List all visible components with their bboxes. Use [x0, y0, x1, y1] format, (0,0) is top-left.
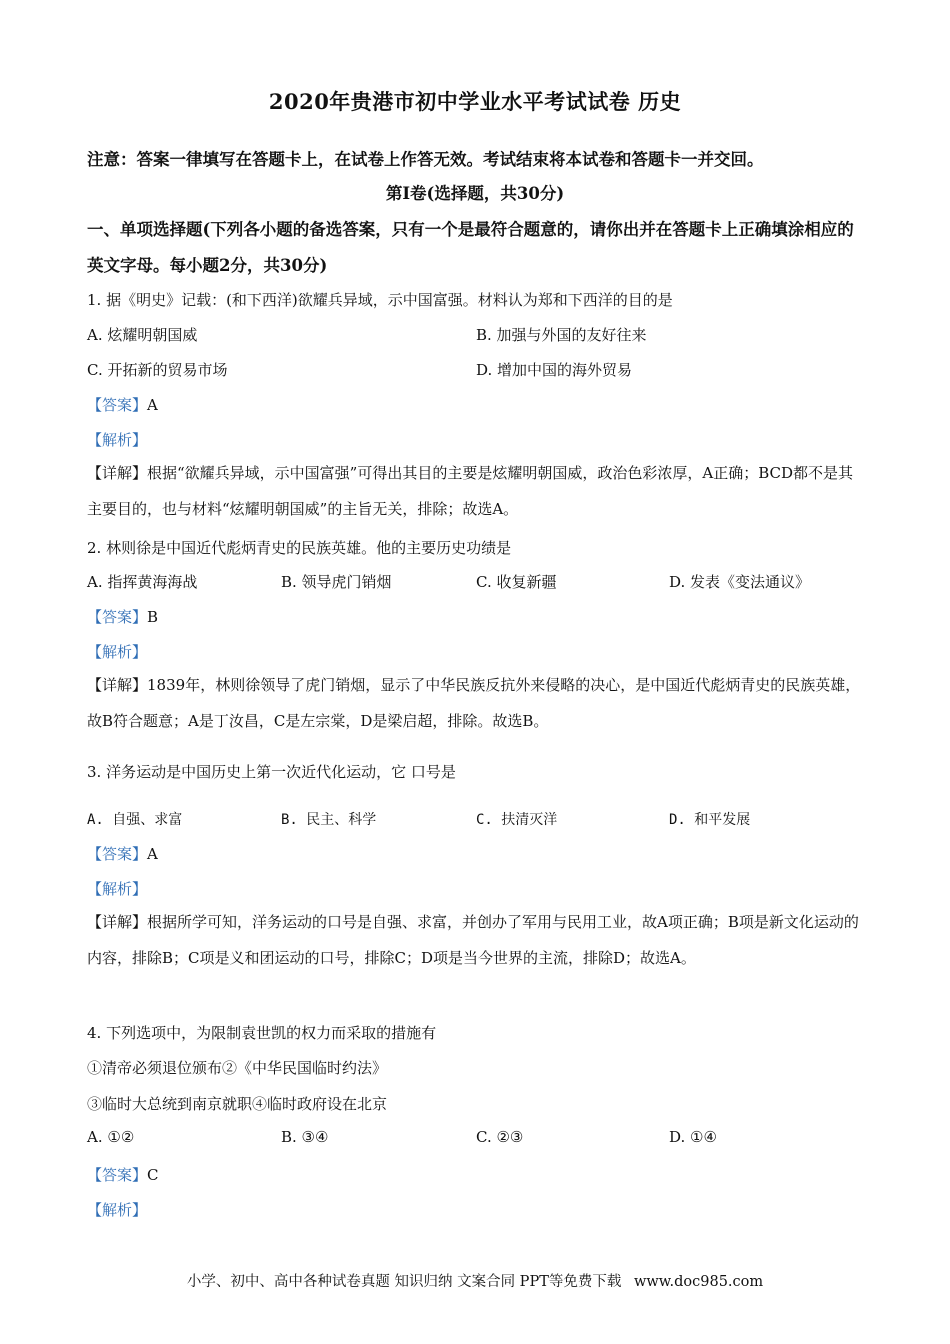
- q4-option-c: C. ②③: [476, 1128, 524, 1146]
- q3-detail: [87, 905, 863, 976]
- q4-option-b: B. ③④: [281, 1128, 329, 1146]
- answer-label: 【答案】: [87, 396, 148, 414]
- q3-option-d: D. 和平发展: [669, 812, 751, 828]
- q2-option-a: A. 指挥黄海海战: [87, 573, 198, 591]
- q4-option-d: D. ①④: [669, 1128, 717, 1146]
- answer-label: 【答案】: [87, 845, 148, 863]
- answer-value: A: [147, 396, 158, 414]
- q2-option-d: D. 发表《变法通议》: [669, 573, 811, 591]
- q2-answer: [87, 606, 158, 627]
- answer-label: 【答案】: [87, 1166, 148, 1184]
- q3-option-c: C. 扶清灭洋: [476, 812, 558, 828]
- q4-option-a: A. ①②: [87, 1128, 135, 1146]
- q2-analysis: [87, 641, 147, 662]
- q4-items-line2: ③临时大总统到南京就职④临时政府设在北京: [87, 1095, 388, 1113]
- q3-option-a: A. 自强、求富: [87, 812, 183, 828]
- notice-text: 注意：答案一律填写在答题卡上，在试卷上作答无效。考试结束将本试卷和答题卡一并交回。: [87, 150, 764, 169]
- q1-option-b: B. 加强与外国的友好往来: [476, 326, 647, 344]
- q1-detail: [87, 456, 863, 527]
- detail-label: 【详解】: [87, 464, 148, 482]
- section-heading: 一、单项选择题(下列各小题的备选答案，只有一个是最符合题意的，请你出并在答题卡上正确填涂相应的英文字母。每小题2分，共30分): [87, 220, 854, 275]
- answer-label: 【答案】: [87, 608, 148, 626]
- detail-text: 1839年，林则徐领导了虎门销烟，显示了中华民族反抗外来侵略的决心，是中国近代彪炳青史的民族英雄，故B符合题意；A是丁汝昌，C是左宗棠，D是梁启超，排除。故选B。: [87, 676, 861, 730]
- analysis-label: 【解析】: [87, 431, 148, 449]
- q2-detail: [87, 668, 863, 739]
- detail-text: 根据“欲耀兵异域，示中国富强”可得出其目的主要是炫耀明朝国威，政治色彩浓厚，A正确；BCD都不是其主要目的，也与材料“炫耀明朝国威”的主旨无关，排除；故选A。: [87, 464, 853, 518]
- q3-option-b: B. 民主、科学: [281, 812, 377, 828]
- detail-text: 根据所学可知，洋务运动的口号是自强、求富，并创办了军用与民用工业，故A项正确；B项是新文化运动的内容，排除B；C项是义和团运动的口号，排除C；D项是当今世界的主流，排除D；故选A。: [87, 913, 859, 967]
- analysis-label: 【解析】: [87, 1201, 148, 1219]
- q1-option-d: D. 增加中国的海外贸易: [476, 361, 633, 379]
- footer-text: 小学、初中、高中各种试卷真题 知识归纳 文案合同 PPT等免费下载: [186, 1274, 622, 1290]
- detail-label: 【详解】: [87, 913, 148, 931]
- detail-label: 【详解】: [87, 676, 148, 694]
- q2-stem: 2. 林则徐是中国近代彪炳青史的民族英雄。他的主要历史功绩是: [87, 539, 512, 557]
- q3-analysis: [87, 878, 147, 899]
- q4-answer: [87, 1164, 159, 1185]
- page-footer: [0, 1270, 950, 1291]
- q1-stem: 1. 据《明史》记载：(和下西洋)欲耀兵异域，示中国富强。材料认为郑和下西洋的目的是: [87, 291, 673, 309]
- answer-value: C: [147, 1166, 159, 1184]
- q3-answer: [87, 843, 158, 864]
- q1-analysis: [87, 429, 147, 450]
- analysis-label: 【解析】: [87, 880, 148, 898]
- q1-option-a: A. 炫耀明朝国威: [87, 326, 198, 344]
- page-title: 2020年贵港市初中学业水平考试试卷 历史: [268, 89, 682, 114]
- q3-stem: 3. 洋务运动是中国历史上第一次近代化运动，它 口号是: [87, 763, 456, 781]
- q4-analysis: [87, 1199, 147, 1220]
- footer-link[interactable]: www.doc985.com: [633, 1274, 764, 1290]
- q4-items-line1: ①清帝必须退位颁布②《中华民国临时约法》: [87, 1059, 388, 1077]
- q1-answer: [87, 394, 158, 415]
- analysis-label: 【解析】: [87, 643, 148, 661]
- q4-stem: 4. 下列选项中，为限制袁世凯的权力而采取的措施有: [87, 1024, 437, 1042]
- q2-option-b: B. 领导虎门销烟: [281, 573, 392, 591]
- answer-value: A: [147, 845, 158, 863]
- q1-option-c: C. 开拓新的贸易市场: [87, 361, 228, 379]
- q2-option-c: C. 收复新疆: [476, 573, 557, 591]
- answer-value: B: [147, 608, 159, 626]
- part-heading: 第Ⅰ卷(选择题，共30分): [385, 184, 565, 203]
